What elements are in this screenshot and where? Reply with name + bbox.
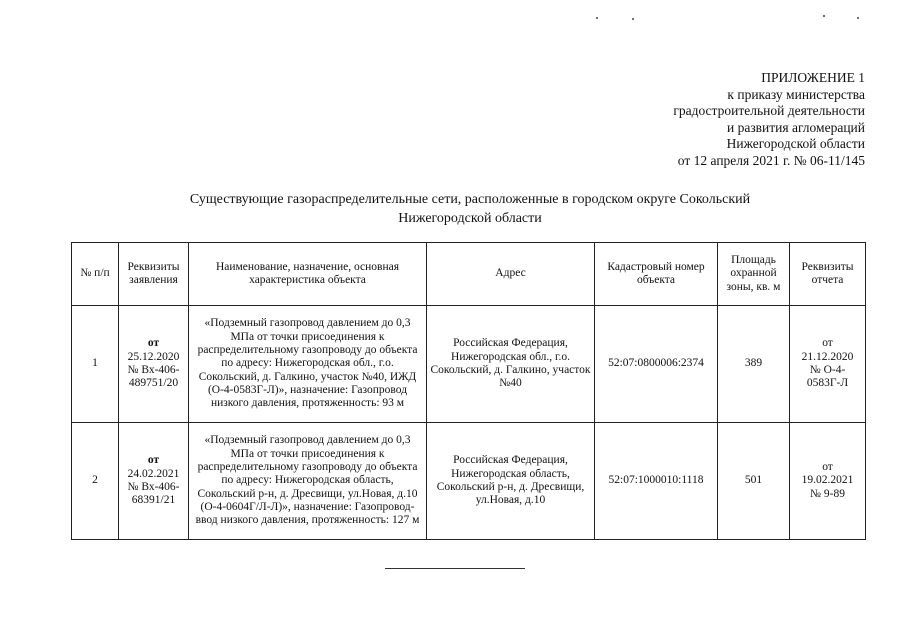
table-header-row bbox=[72, 243, 866, 306]
header-num: № п/п bbox=[72, 243, 119, 306]
row-address: Российская Федерация, Нижегородская область, Сокольский р-н, д. Дресвищи, ул.Новая, д.10 bbox=[427, 423, 595, 540]
row-report bbox=[790, 306, 866, 423]
header-area: Площадь охранной зоны, кв. м bbox=[718, 243, 790, 306]
header-application: Реквизиты заявления bbox=[119, 243, 189, 306]
row-address: Российская Федерация, Нижегородская обл., г.о. Сокольский, д. Галкино, участок №40 bbox=[427, 306, 595, 423]
row-area: 501 bbox=[718, 423, 790, 540]
row-object-name: «Подземный газопровод давлением до 0,3 МПа от точки присоединения к распределительному газопроводу до объекта по адресу: Нижегородская область, Сокольский р-н, д. Дресвищи, ул.Новая, д.10 (О-4-0604Г/Л-Л)», назначение: Газопровод-ввод низкого давления, протяженность: 127 м bbox=[189, 423, 427, 540]
row-report bbox=[790, 423, 866, 540]
document-title bbox=[130, 190, 810, 228]
scan-speck bbox=[857, 17, 859, 19]
row-object-name: «Подземный газопровод давлением до 0,3 МПа от точки присоединения к распределительному газопроводу до объекта по адресу: Нижегородская обл., г.о. Сокольский, д. Галкино, участок №40, ИЖД (О-4-0583Г-Л)», назначение: Газопровод низкого давления, протяженность: 93 м bbox=[189, 306, 427, 423]
application-from: от bbox=[147, 337, 160, 350]
scan-speck bbox=[823, 15, 825, 17]
application-date: 24.02.2021 bbox=[127, 467, 180, 480]
appendix-line: и развития агломераций bbox=[726, 119, 865, 135]
application-date: 25.12.2020 bbox=[127, 350, 180, 363]
row-cadastral: 52:07:1000010:1118 bbox=[595, 423, 718, 540]
report-date: 21.12.2020 bbox=[801, 350, 854, 363]
appendix-line: градостроительной деятельности bbox=[673, 103, 865, 118]
scan-speck bbox=[596, 17, 598, 19]
header-cadastral: Кадастровый номер объекта bbox=[595, 243, 718, 306]
appendix-line: Нижегородской области bbox=[726, 136, 865, 151]
report-from: от bbox=[822, 461, 833, 474]
row-application bbox=[119, 423, 189, 540]
application-from: от bbox=[147, 454, 160, 467]
title-line-1: Существующие газораспределительные сети, расположенные в городском округе Сокольский bbox=[189, 192, 751, 207]
header-object-name: Наименование, назначение, основная характеристика объекта bbox=[189, 243, 427, 306]
row-cadastral: 52:07:0800006:2374 bbox=[595, 306, 718, 423]
row-area: 389 bbox=[718, 306, 790, 423]
footer-divider bbox=[385, 568, 525, 569]
appendix-title: ПРИЛОЖЕНИЕ 1 bbox=[761, 70, 865, 85]
report-date: 19.02.2021 bbox=[801, 474, 854, 487]
report-from: от bbox=[822, 337, 833, 350]
application-number: № Вх-406-489751/20 bbox=[127, 364, 180, 390]
report-number: № О-4-0583Г-Л bbox=[806, 364, 849, 390]
appendix-line: к приказу министерства bbox=[727, 86, 865, 102]
title-line-2: Нижегородской области bbox=[398, 211, 542, 226]
row-application bbox=[119, 306, 189, 423]
appendix-header bbox=[535, 70, 865, 169]
header-report: Реквизиты отчета bbox=[790, 243, 866, 306]
row-num: 1 bbox=[72, 306, 119, 423]
gas-networks-table bbox=[71, 242, 866, 540]
header-address: Адрес bbox=[427, 243, 595, 306]
table-row bbox=[72, 306, 866, 423]
application-number: № Вх-406-68391/21 bbox=[127, 481, 180, 507]
scan-speck bbox=[632, 18, 634, 20]
row-num: 2 bbox=[72, 423, 119, 540]
report-number: № 9-89 bbox=[810, 487, 845, 500]
appendix-order-date: от 12 апреля 2021 г. № 06-11/145 bbox=[677, 152, 865, 168]
table-row bbox=[72, 423, 866, 540]
